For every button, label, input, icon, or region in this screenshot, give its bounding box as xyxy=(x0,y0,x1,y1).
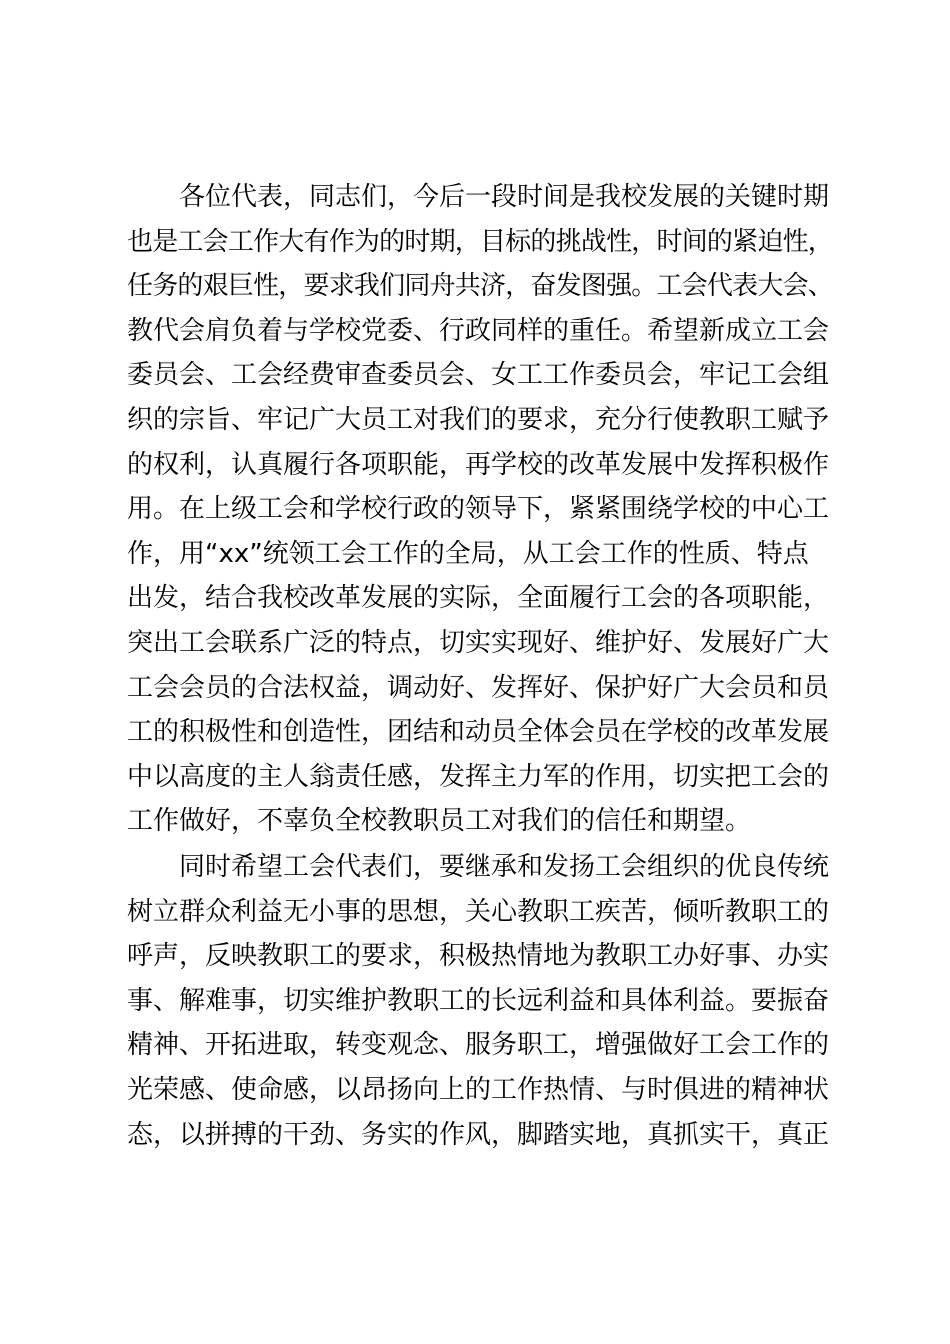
text-line: 的权利，认真履行各项职能，再学校的改革发展中发挥积极作 xyxy=(127,449,830,480)
text-line: 教代会肩负着与学校党委、行政同样的重任。希望新成立工会 xyxy=(127,315,830,346)
text-line: 态，以拼搏的干劲、务实的作风，脚踏实地，真抓实干，真正 xyxy=(127,1119,830,1150)
text-line: 用。在上级工会和学校行政的领导下，紧紧围绕学校的中心工 xyxy=(127,494,830,525)
text-line: 工会会员的合法权益，调动好、发挥好、保护好广大会员和员 xyxy=(127,672,830,703)
text-line: 各位代表，同志们，今后一段时间是我校发展的关键时期 xyxy=(179,182,830,212)
text-line: 事、解难事，切实维护教职工的长远利益和具体利益。要振奋 xyxy=(127,985,830,1016)
text-line: 织的宗旨、牢记广大员工对我们的要求，充分行使教职工赋予 xyxy=(127,404,830,435)
text-line: 中以高度的主人翁责任感，发挥主力军的作用，切实把工会的 xyxy=(127,761,830,792)
text-line: 突出工会联系广泛的特点，切实实现好、维护好、发展好广大 xyxy=(127,627,830,658)
text-line: 同时希望工会代表们，要继承和发扬工会组织的优良传统 xyxy=(179,852,830,882)
text-line: 作，用“xx”统领工会工作的全局，从工会工作的性质、特点 xyxy=(127,538,809,569)
paragraph xyxy=(127,175,833,844)
text-line: 任务的艰巨性，要求我们同舟共济，奋发图强。工会代表大会、 xyxy=(127,271,834,302)
text-line: 光荣感、使命感，以昂扬向上的工作热情、与时俱进的精神状 xyxy=(127,1074,830,1105)
text-line: 工的积极性和创造性，团结和动员全体会员在学校的改革发展 xyxy=(127,717,830,748)
text-line: 出发，结合我校改革发展的实际，全面履行工会的各项职能， xyxy=(127,583,830,614)
text-line: 也是工会工作大有作为的时期，目标的挑战性，时间的紧迫性， xyxy=(127,226,834,257)
text-line: 委员会、工会经费审查委员会、女工工作委员会，牢记工会组 xyxy=(127,360,830,391)
text-line: 精神、开拓进取，转变观念、服务职工，增强做好工会工作的 xyxy=(127,1030,830,1061)
text-line: 呼声，反映教职工的要求，积极热情地为教职工办好事、办实 xyxy=(127,941,830,972)
text-line: 树立群众利益无小事的思想，关心教职工疾苦，倾听教职工的 xyxy=(127,896,830,927)
paragraph xyxy=(127,845,833,1157)
text-line: 工作做好，不辜负全校教职员工对我们的信任和期望。 xyxy=(127,806,752,837)
